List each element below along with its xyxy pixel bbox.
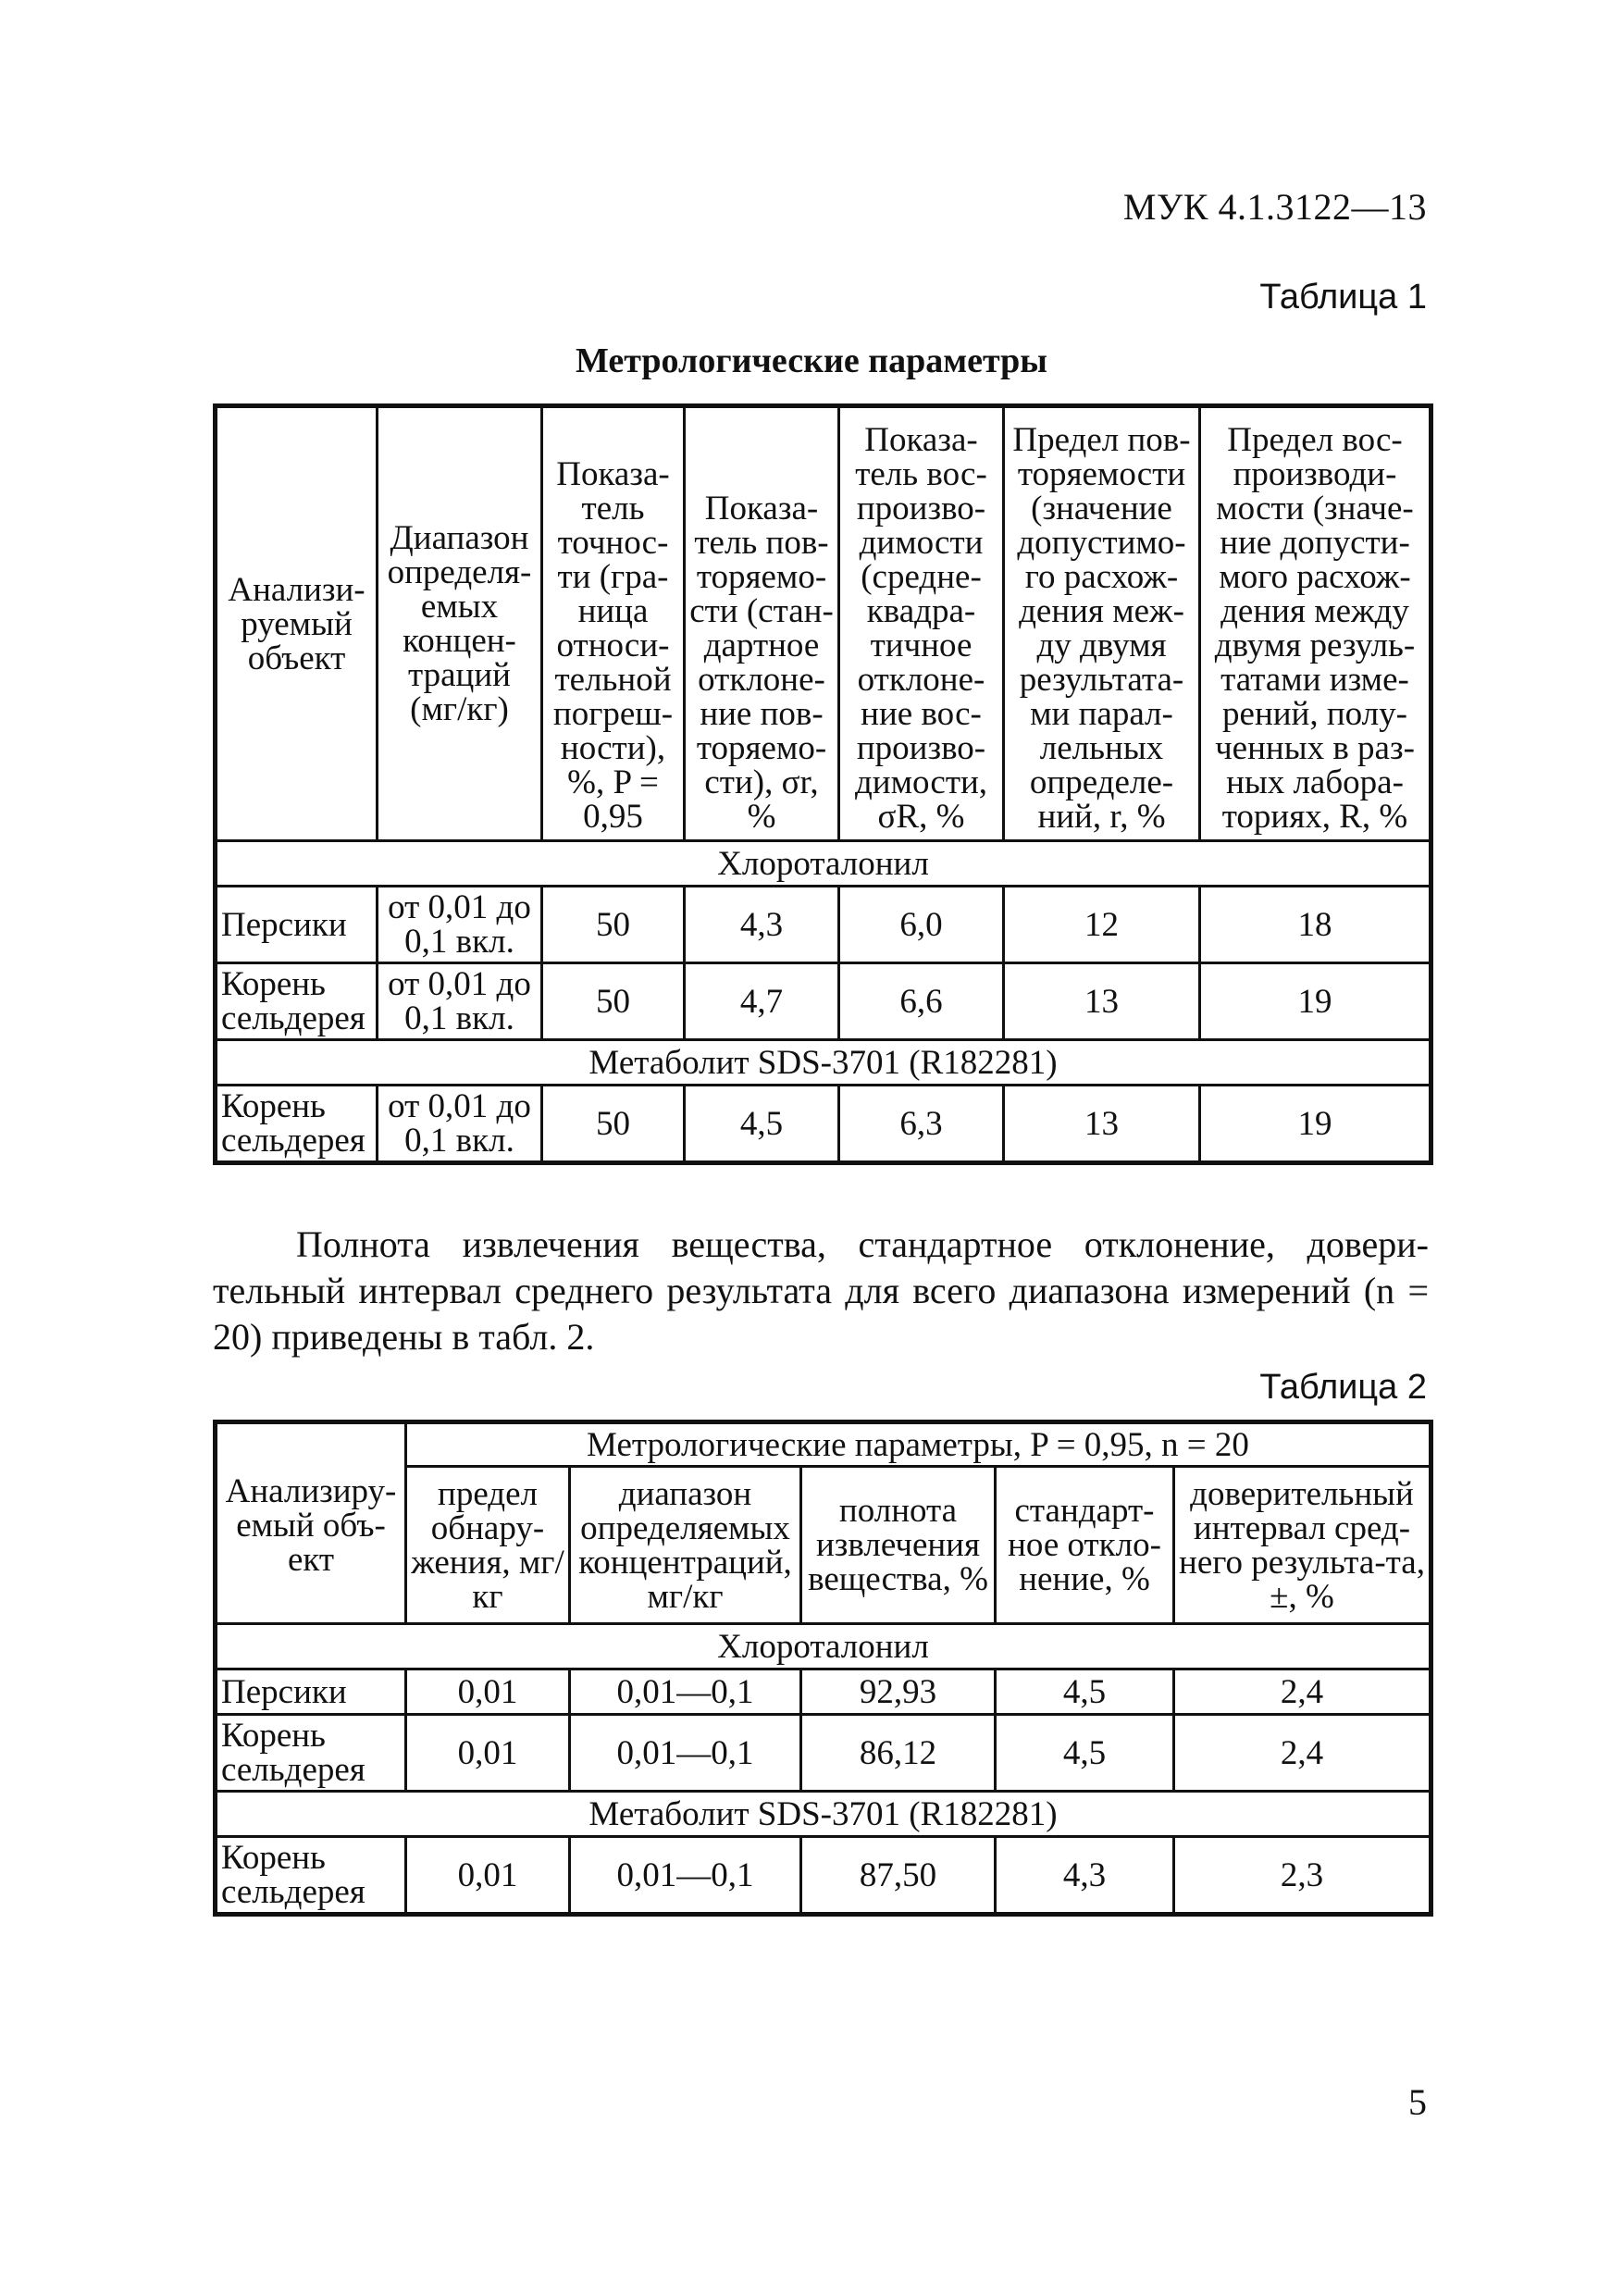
table2-cell: 92,93 [801,1669,996,1715]
table1-cell: 12 [1004,887,1200,963]
table1-cell: 6,0 [839,887,1004,963]
table2-header-object: Анализиру-емый объ-ект [216,1422,406,1624]
table2-cell: 0,01 [406,1669,570,1715]
table1-cell: от 0,01 до 0,1 вкл. [378,1086,542,1163]
table1-header-accuracy: Показа-тель точнос-ти (гра-ница относи-тельной погреш-ности), %, P = 0,95 [542,406,685,841]
table2-row [216,1715,1431,1792]
table1-cell: 19 [1200,1086,1431,1163]
table1-cell: от 0,01 до 0,1 вкл. [378,887,542,963]
table2-cell: 4,5 [996,1669,1174,1715]
table1-header-range: Диапазон определя-емых концен-траций (мг/кг) [378,406,542,841]
table2-header-confidence: доверительный интервал сред-него результа-та, ±, % [1174,1467,1431,1624]
table2-group-row [216,1624,1431,1669]
table1-cell: 13 [1004,963,1200,1040]
table2-cell: 0,01 [406,1837,570,1915]
table1-cell: 4,3 [685,887,839,963]
table1-cell: 4,5 [685,1086,839,1163]
body-paragraph: Полнота извлечения вещества, стандартное отклонение, довери-тельный интервал среднего результата для всего диапазона измерений (n = 20) приведены в табл. 2. [213,1223,1429,1358]
table1-cell: Персики [216,887,378,963]
table2-cell: 4,3 [996,1837,1174,1915]
table1-cell: Корень сельдерея [216,963,378,1040]
table2-cell: 0,01 [406,1715,570,1792]
table1-cell: от 0,01 до 0,1 вкл. [378,963,542,1040]
table2-cell: 4,5 [996,1715,1174,1792]
table1-header-reproducibility-limit: Предел вос-производи-мости (значе-ние допусти-мого расхож-дения между двумя резуль-татами изме-рений, полу-ченных в раз-ных лабора-ториях, R, % [1200,406,1431,841]
table1-header-repeatability-limit: Предел пов-торяемости (значение допустимо-го расхож-дения меж-ду двумя результата-ми парал-лельных определе-ний, r, % [1004,406,1200,841]
table2-header-row [216,1422,1431,1467]
table2-cell: 2,4 [1174,1669,1431,1715]
metrological-parameters-table [213,403,1433,1165]
table1-cell: 50 [542,887,685,963]
table2-cell: Персики [216,1669,406,1715]
table1-cell: 50 [542,1086,685,1163]
table1-row [216,963,1431,1040]
table2-cell: 0,01—0,1 [570,1669,801,1715]
table1-cell: 6,3 [839,1086,1004,1163]
table2-cell: 2,3 [1174,1837,1431,1915]
table2-cell: Корень сельдерея [216,1715,406,1792]
table1-header-object: Анализи-руемый объект [216,406,378,841]
table2-row [216,1669,1431,1715]
table1-header-repeatability: Показа-тель пов-торяемо-сти (стан-дартное отклоне-ние пов-торяемо-сти), σr, % [685,406,839,841]
table2-row [216,1837,1431,1915]
table2-header-recovery: полнота извлечения вещества, % [801,1467,996,1624]
page-number: 5 [1408,2081,1427,2123]
table2-group-label: Метаболит SDS-3701 (R182281) [216,1792,1431,1837]
table2-cell: 0,01—0,1 [570,1837,801,1915]
table2-cell: 86,12 [801,1715,996,1792]
recovery-table [213,1420,1433,1917]
table2-header-std-dev: стандарт-ное откло-нение, % [996,1467,1174,1624]
table1-cell: 4,7 [685,963,839,1040]
document-code: МУК 4.1.3122—13 [1122,186,1427,228]
table2-group-row [216,1792,1431,1837]
table1-group-label: Хлороталонил [216,841,1431,887]
table1-header-row [216,406,1431,841]
table1-cell: 18 [1200,887,1431,963]
table2-cell: 0,01—0,1 [570,1715,801,1792]
table2-cell: Корень сельдерея [216,1837,406,1915]
table1-header-reproducibility: Показа-тель вос-произво-димости (средне-квадра-тичное отклоне-ние вос-произво-димости, σR, % [839,406,1004,841]
table1-cell: 19 [1200,963,1431,1040]
table1-title: Метрологические параметры [576,341,1047,380]
table2-header-span: Метрологические параметры, P = 0,95, n = 20 [406,1422,1431,1467]
table1-caption: Таблица 1 [1259,278,1427,316]
table1-group-row [216,841,1431,887]
table1-cell: 50 [542,963,685,1040]
table1-cell: 6,6 [839,963,1004,1040]
table2-header-range: диапазон определяемых концентраций, мг/кг [570,1467,801,1624]
table1-cell: Корень сельдерея [216,1086,378,1163]
table1-group-row [216,1040,1431,1086]
table2-cell: 87,50 [801,1837,996,1915]
table2-group-label: Хлороталонил [216,1624,1431,1669]
table2-header-detection-limit: предел обнару-жения, мг/кг [406,1467,570,1624]
table1-row [216,887,1431,963]
table1-group-label: Метаболит SDS-3701 (R182281) [216,1040,1431,1086]
table1-row [216,1086,1431,1163]
table1-cell: 13 [1004,1086,1200,1163]
table2-cell: 2,4 [1174,1715,1431,1792]
table2-caption: Таблица 2 [1259,1368,1427,1407]
